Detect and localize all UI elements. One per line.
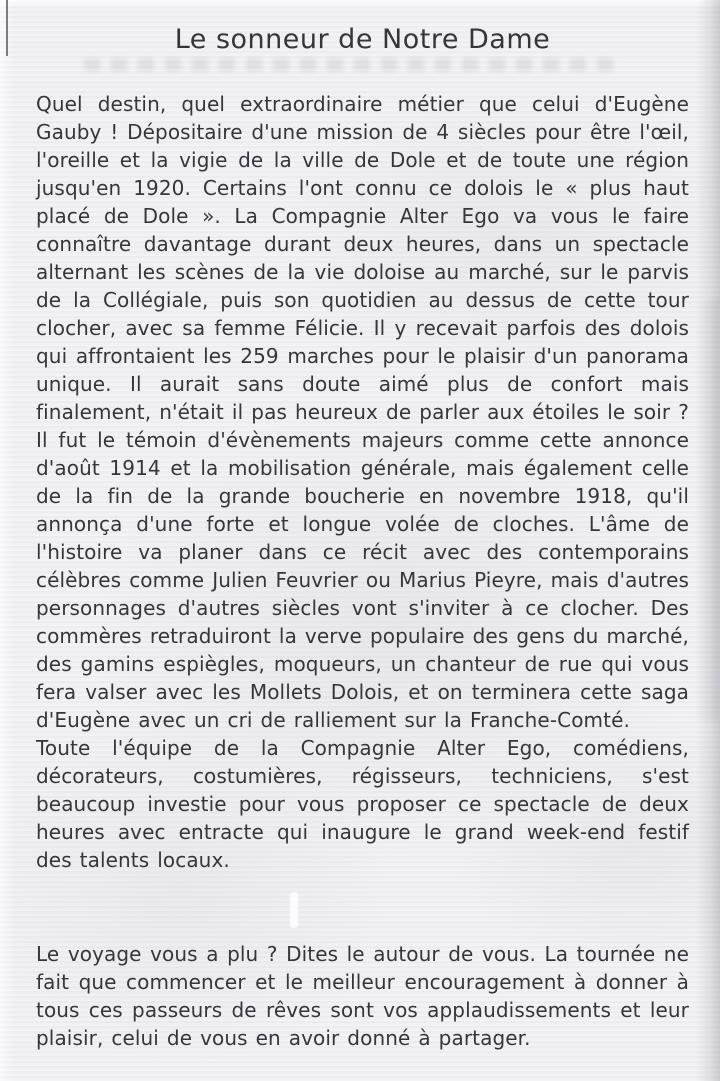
document-title: Le sonneur de Notre Dame [174,24,551,55]
paragraph-closing-appeal: Le voyage vous a plu ? Dites le autour de vous. La tournée ne fait que commencer et le meilleur encouragement à donner à tous ces passeurs de rêves sont vos applaudissements et leur plaisir, celui de vous en avoir donné à partager. [36,942,689,1050]
paragraph-main-story: Quel destin, quel extraordinaire métier que celui d'Eugène Gauby ! Dépositaire d'une mission de 4 siècles pour être l'œil, l'oreille et la vigie de la ville de Dole et de toute une région jusqu'en 1920. Certains l'ont connu ce dolois le « plus haut placé de Dole ». La Compagnie Alter Ego va vous le faire connaître davantage durant deux heures, dans un spectacle alternant les scènes de la vie doloise au marché, sur le parvis de la Collégiale, puis son quotidien au dessus de cette tour clocher, avec sa femme Félicie. Il y recevait parfois des dolois qui affrontaient les 259 marches pour le plaisir d'un panorama unique. Il aurait sans doute aimé plus de confort mais finalement, n'était il pas heureux de parler aux étoiles le soir ? Il fut le témoin d'évènements majeurs comme cette annonce d'août 1914 et la mobilisation générale, mais également celle de la fin de la grande boucherie en novembre 1918, qu'il annonça d'une forte et longue volée de cloches. L'âme de l'histoire va planer dans ce récit avec des contemporains célèbres comme Julien Feuvrier ou Marius Pieyre, mais d'autres personnages d'autres siècles vont s'inviter à ce clocher. Des commères retraduiront la verve populaire des gens du marché, des gamins espiègles, moqueurs, un chanteur de rue qui vous fera valser avec les Mollets Dolois, et on terminera cette saga d'Eugène avec un cri de ralliement sur la Franche-Comté. [36,92,689,732]
document-body [36,90,689,1052]
paragraph-company-credits: Toute l'équipe de la Compagnie Alter Ego, comédiens, décorateurs, costumières, régisseurs, techniciens, s'est beaucoup investie pour vous proposer ce spectacle de deux heures avec entracte qui inaugure le grand week-end festif des talents locaux. [36,736,689,872]
